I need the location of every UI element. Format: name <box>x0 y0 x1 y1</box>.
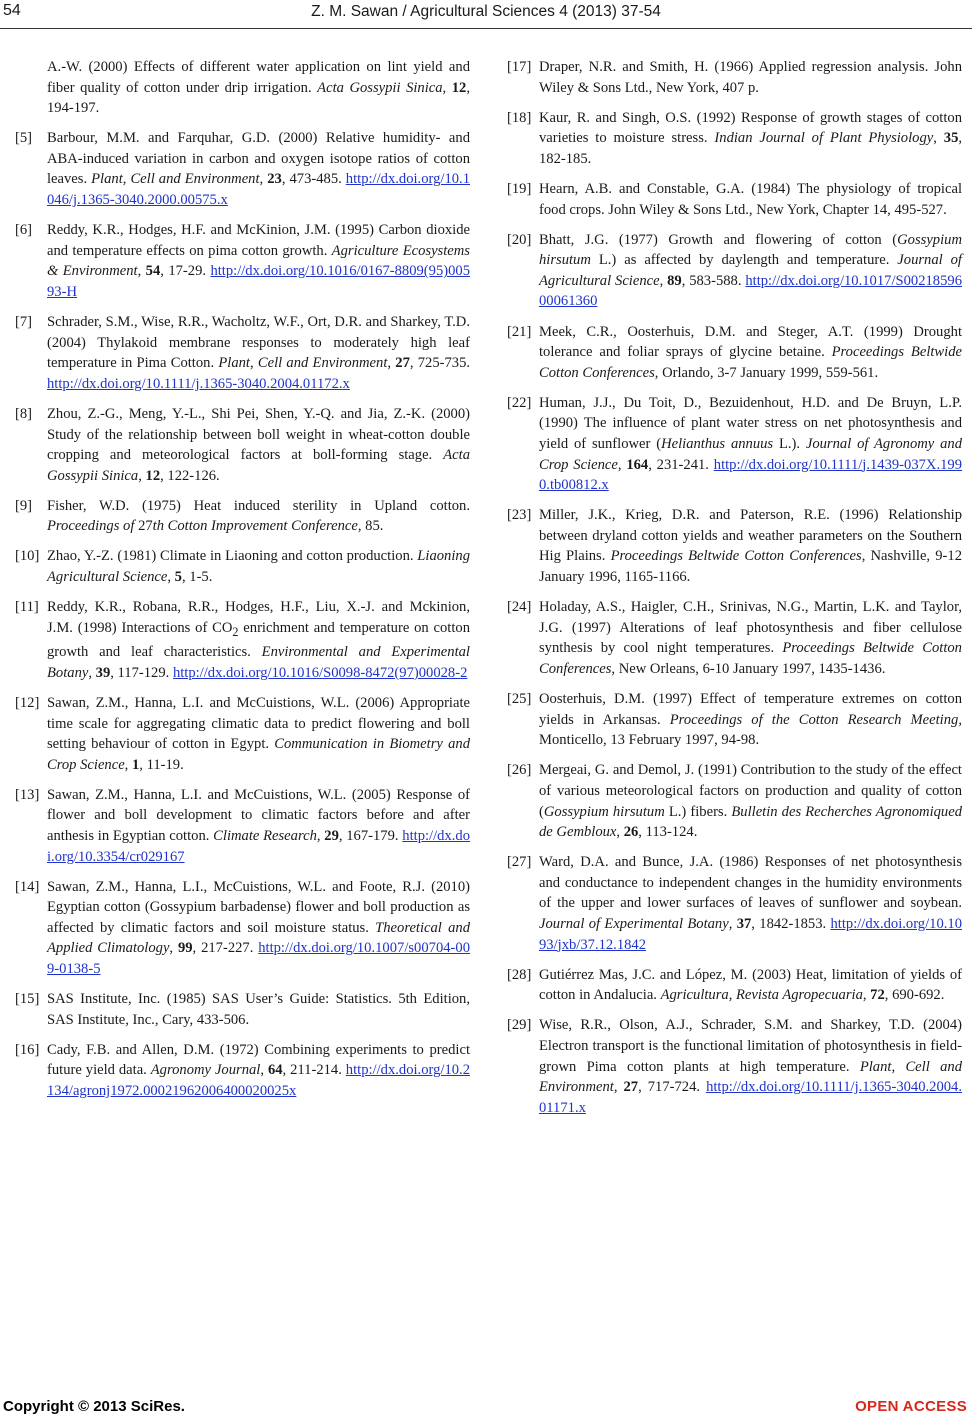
reference-fragment: Bhatt, J.G. (1977) Growth and flowering of cotton ( <box>539 231 898 248</box>
reference-entry <box>15 496 470 537</box>
italic-text: Climate Research <box>213 828 317 844</box>
reference-number: [29] <box>507 1017 532 1034</box>
reference-fragment: A.-W. (2000) Effects of different water application on lint yield and fiber quality of cotton under drip irrigation. <box>47 59 470 96</box>
reference-fragment: , <box>613 1079 624 1096</box>
reference-fragment: 27 <box>138 518 153 535</box>
reference-entry <box>15 220 470 302</box>
reference-fragment: , 690-692. <box>884 987 945 1004</box>
reference-entry <box>507 57 962 98</box>
reference-fragment: , <box>316 828 325 844</box>
reference-fragment: Sawan, Z.M., Hanna, L.I., McCuistions, W.L. and Foote, R.J. (2010) Egyptian cotton (Gossypium barbadense) flower and boll production as affected by climatic factors and soil moisture status. <box>47 878 470 936</box>
reference-text <box>47 312 470 394</box>
volume-number: 54 <box>145 263 161 280</box>
reference-fragment: , <box>933 130 944 147</box>
reference-entry <box>15 877 470 980</box>
reference-entry <box>507 689 962 751</box>
reference-fragment: , 85. <box>357 518 384 535</box>
reference-number: [11] <box>15 599 39 616</box>
volume-number: 72 <box>870 987 885 1004</box>
reference-text <box>539 57 962 98</box>
reference-text <box>539 1015 962 1118</box>
reference-fragment: , 167-179. <box>338 828 403 844</box>
volume-number: 1 <box>131 756 140 773</box>
reference-number: [5] <box>15 130 33 147</box>
reference-fragment: , 1842-1853. <box>751 915 831 932</box>
reference-fragment: , 17-29. <box>160 263 211 280</box>
reference-fragment: , 211-214. <box>282 1062 346 1079</box>
reference-entry <box>15 693 470 775</box>
reference-number: [9] <box>15 497 33 514</box>
italic-text: Communication in Biometry and Crop Science <box>47 736 471 773</box>
reference-entry <box>507 108 962 170</box>
reference-fragment: , 473-485. <box>281 171 346 188</box>
reference-text <box>539 108 962 170</box>
reference-number: [21] <box>507 323 532 340</box>
italic-text: Environmental and Experimental Botany <box>47 644 470 681</box>
italic-text: Theoretical and Applied Climatology <box>47 919 471 957</box>
italic-text: Agriculture Ecosystems & Environment <box>47 242 470 280</box>
subscript: 2 <box>232 624 239 639</box>
italic-text: Gossypium hirsutum <box>539 231 962 269</box>
volume-number: 39 <box>95 664 111 681</box>
reference-entry <box>15 1040 470 1102</box>
reference-text <box>47 496 470 537</box>
reference-fragment: Cady, F.B. and Allen, D.M. (1972) Combining experiments to predict future yield data. <box>47 1041 470 1079</box>
reference-number: [10] <box>15 548 40 565</box>
italic-text: Journal of Agronomy and Crop Science <box>539 436 962 473</box>
reference-entry <box>15 312 470 394</box>
reference-fragment: , 583-588. <box>681 272 746 289</box>
reference-fragment: , <box>862 987 871 1004</box>
reference-fragment: SAS Institute, Inc. (1985) SAS User’s Guide: Statistics. 5th Edition, SAS Institute, Inc., Cary, 433-506. <box>47 991 470 1028</box>
reference-text <box>539 322 962 384</box>
reference-entry <box>507 505 962 587</box>
reference-fragment: , 113-124. <box>638 824 698 841</box>
volume-number: 99 <box>177 940 193 957</box>
reference-fragment: , <box>260 1062 268 1079</box>
reference-number: [7] <box>15 314 33 331</box>
reference-fragment: L.) as affected by daylength and temperature. <box>590 252 898 269</box>
reference-number: [13] <box>15 786 40 803</box>
italic-text: Cell and Environment <box>539 1058 962 1096</box>
reference-text <box>47 785 470 867</box>
reference-fragment: enrichment and temperature on cotton growth and leaf characteristics. <box>47 619 470 661</box>
reference-number: [6] <box>15 222 33 239</box>
volume-number: 12 <box>451 79 467 96</box>
reference-entry <box>15 404 470 486</box>
volume-number: 89 <box>667 272 682 289</box>
open-access-label: OPEN ACCESS <box>855 1398 967 1415</box>
reference-entry <box>507 965 962 1006</box>
reference-text <box>539 179 962 220</box>
page-number: 54 <box>3 2 21 19</box>
reference-number: [12] <box>15 694 40 711</box>
italic-text: Revista Agropecuaria <box>736 987 863 1004</box>
reference-number: [20] <box>507 231 532 248</box>
italic-text: Proceedings of <box>47 518 139 535</box>
reference-fragment: , Monticello, 13 February 1997, 94-98. <box>539 711 962 749</box>
italic-text: Cell and Environment <box>130 171 260 188</box>
italic-text: Gossypium hirsutum <box>543 803 665 820</box>
reference-fragment: Ward, D.A. and Bunce, J.A. (1986) Responses of net photosynthesis and conductance to independent changes in the humidity environments of the upper and lower surfaces of leaves of sunflower and soybean. <box>539 854 962 912</box>
page-header <box>0 0 972 30</box>
reference-fragment: Zhao, Y.-Z. (1981) Climate in Liaoning and cotton production. <box>47 548 418 565</box>
reference-fragment: L.) fibers. <box>664 803 732 820</box>
reference-fragment: , 231-241. <box>648 456 714 473</box>
doi-link[interactable]: http://dx.doi.org/10.1046/j.1365-3040.2000.00575.x <box>47 171 470 209</box>
reference-text <box>47 597 470 683</box>
reference-fragment: , <box>169 940 178 957</box>
reference-fragment: , <box>88 664 96 681</box>
reference-fragment: Kaur, R. and Singh, O.S. (1992) Response of growth stages of cotton varieties to moisture stress. <box>539 109 962 147</box>
italic-text: Cell and Environment <box>257 355 388 372</box>
reference-text <box>47 128 470 210</box>
reference-number: [15] <box>15 991 40 1008</box>
reference-fragment: Barbour, M.M. and Farquhar, G.D. (2000) Relative humidity- and ABA-induced variation in carbon and oxygen isotope ratios of cotton leaves. <box>47 130 470 188</box>
reference-entry <box>507 597 962 679</box>
references-right-column <box>507 57 962 1128</box>
reference-text <box>47 1040 470 1102</box>
reference-entry <box>507 179 962 220</box>
running-head: Z. M. Sawan / Agricultural Sciences 4 (2013) 37-54 <box>311 3 661 20</box>
volume-number: 37 <box>736 915 752 932</box>
reference-fragment: , <box>122 171 131 188</box>
reference-text <box>539 393 962 496</box>
reference-fragment: Fisher, W.D. (1975) Heat induced sterility in Upland cotton. <box>47 497 470 514</box>
reference-fragment: , 117-129. <box>110 664 173 681</box>
reference-text <box>47 877 470 980</box>
italic-text: Proceedings Beltwide Cotton Conferences <box>610 548 862 565</box>
reference-fragment: , <box>442 79 452 96</box>
reference-fragment: , <box>167 569 175 586</box>
reference-fragment: , <box>249 355 258 372</box>
reference-text <box>47 546 470 587</box>
doi-link[interactable]: http://dx.doi.org/10.1016/S0098-8472(97)00028-2 <box>172 664 468 681</box>
reference-fragment: , <box>124 756 132 773</box>
italic-text: Liaoning Agricultural Science <box>47 548 470 586</box>
volume-number: 164 <box>626 456 649 473</box>
reference-fragment: , <box>659 272 668 289</box>
doi-link[interactable]: http://dx.doi.org/10.1017/S0021859600061360 <box>539 272 962 310</box>
page-footer <box>0 1398 972 1418</box>
reference-number: [26] <box>507 762 532 779</box>
reference-number: [25] <box>507 691 532 708</box>
reference-fragment: , <box>616 824 624 841</box>
reference-fragment: Human, J.J., Du Toit, D., Bezuidenhout, H.D. and De Bruyn, L.P. (1990) The influence of plant water stress on net photosynthesis and yield of sunflower ( <box>539 394 962 452</box>
reference-text <box>539 965 962 1006</box>
reference-fragment: Gutiérrez Mas, J.C. and López, M. (2003) Heat, limitation of yields of cotton in Andalucia. <box>539 966 962 1004</box>
reference-fragment: Sawan, Z.M., Hanna, L.I. and McCuistions, W.L. (2006) Appropriate time scale for aggregating climatic data to predict flowering and boll setting behaviour of cotton in Egypt. <box>47 694 470 753</box>
reference-number: [16] <box>15 1041 40 1058</box>
reference-entry <box>15 597 470 683</box>
reference-number: [17] <box>507 59 532 75</box>
reference-entry <box>15 546 470 587</box>
reference-entry <box>15 785 470 867</box>
reference-fragment: , <box>259 171 268 188</box>
reference-fragment: , <box>138 467 146 484</box>
italic-text: Journal of Agricultural Science <box>539 252 962 289</box>
reference-fragment: , 11-19. <box>139 756 184 773</box>
reference-fragment: , <box>728 987 736 1004</box>
reference-fragment: Meek, C.R., Oosterhuis, D.M. and Steger, A.T. (1999) Drought tolerance and foliar sprays of glycine betaine. <box>539 323 962 361</box>
reference-entry <box>507 322 962 384</box>
volume-number: 27 <box>623 1079 639 1096</box>
italic-text: Acta Gossypii Sinica <box>317 79 443 96</box>
reference-fragment: , 1-5. <box>181 569 213 586</box>
reference-number: [27] <box>507 854 532 871</box>
volume-number: 12 <box>145 467 161 484</box>
reference-fragment: L.). <box>773 436 806 452</box>
volume-number: 29 <box>324 828 339 844</box>
reference-text <box>539 760 962 842</box>
reference-fragment: , <box>137 263 146 280</box>
reference-number: [8] <box>15 405 33 422</box>
italic-text: Journal of Experimental Botany <box>539 915 729 932</box>
italic-text: Proceedings of the Cotton Research Meeting <box>669 711 959 728</box>
doi-link[interactable]: http://dx.doi.org/10.1111/j.1439-037X.1990.tb00812.x <box>539 456 963 494</box>
reference-fragment: , <box>891 1058 906 1075</box>
italic-text: Acta Gossypii Sinica <box>47 447 470 484</box>
reference-fragment: Holaday, A.S., Haigler, C.H., Srinivas, N.G., Martin, L.K. and Taylor, J.G. (1997) Alterations of leaf photosynthesis and fiber cellulose synthesis by cool night temperatures. <box>539 599 962 657</box>
reference-text <box>47 57 470 119</box>
reference-entry <box>507 760 962 842</box>
italic-text: Helianthus annuus <box>661 436 774 452</box>
header-rule <box>0 28 972 29</box>
reference-number: [14] <box>15 878 40 895</box>
reference-fragment: , Nashville, 9-12 January 1996, 1165-1166. <box>539 548 963 586</box>
reference-text <box>539 597 962 679</box>
reference-fragment: , <box>387 355 396 372</box>
doi-link[interactable]: http://dx.doi.org/10.1016/0167-8809(95)00593-H <box>47 263 471 300</box>
reference-fragment: Reddy, K.R., Robana, R.R., Hodges, H.F., Liu, X.-J. and Mckinion, J.M. (1998) Interactions of CO <box>47 599 470 636</box>
reference-entry <box>507 393 962 496</box>
volume-number: 26 <box>623 824 639 841</box>
reference-fragment: , 717-724. <box>638 1079 707 1096</box>
reference-fragment: , 725-735. <box>409 355 471 372</box>
reference-fragment: , 122-126. <box>160 467 220 484</box>
reference-fragment: Mergeai, G. and Demol, J. (1991) Contribution to the study of the effect of various meteorological factors on production and quality of cotton ( <box>539 762 962 820</box>
reference-entry <box>507 1015 962 1118</box>
reference-text <box>539 230 962 312</box>
reference-fragment: , New Orleans, 6-10 January 1997, 1435-1436. <box>611 660 886 677</box>
doi-link[interactable]: http://dx.doi.org/10.1111/j.1365-3040.2004.01172.x <box>47 375 350 392</box>
reference-number: [22] <box>507 394 532 411</box>
volume-number: 27 <box>395 355 410 372</box>
reference-entry <box>15 57 470 119</box>
reference-fragment: Wise, R.R., Olson, A.J., Schrader, S.M. and Sharkey, T.D. (2004) Electron transport is the functional limitation of photosynthesis in field-grown Pima cotton plants at high temperature. <box>539 1017 962 1075</box>
reference-fragment: Oosterhuis, D.M. (1997) Effect of temperature extremes on cotton yields in Arkansas. <box>539 691 962 728</box>
reference-fragment: , 194-197. <box>47 79 470 117</box>
reference-text <box>539 505 962 587</box>
reference-text <box>539 689 962 751</box>
doi-link[interactable]: http://dx.doi.org/10.2134/agronj1972.00021962006400020025x <box>47 1062 470 1100</box>
reference-text <box>47 989 470 1030</box>
reference-number: [28] <box>507 966 532 983</box>
italic-text: th Cotton Improvement Conference <box>152 518 358 535</box>
reference-fragment: , <box>728 915 737 932</box>
reference-entry <box>15 989 470 1030</box>
reference-entry <box>15 128 470 210</box>
italic-text: Proceedings Beltwide Cotton Conferences <box>539 640 962 677</box>
reference-fragment: , <box>617 456 627 473</box>
italic-text: Agricultura <box>660 987 729 1004</box>
reference-text <box>539 852 962 955</box>
doi-link[interactable]: http://dx.doi.org/10.3354/cr029167 <box>47 828 470 865</box>
italic-text: Plant <box>218 355 250 372</box>
doi-link[interactable]: http://dx.doi.org/10.1093/jxb/37.12.1842 <box>539 915 962 953</box>
reference-fragment: Hearn, A.B. and Constable, G.A. (1984) The physiology of tropical food crops. John Wiley & Sons Ltd., New York, Chapter 14, 495-527. <box>539 180 962 218</box>
reference-fragment: , 182-185. <box>539 130 963 167</box>
reference-fragment: Miller, J.K., Krieg, D.R. and Paterson, R.E. (1996) Relationship between dryland cotton yields and weather parameters on the Southern Hig Plains. <box>539 507 962 565</box>
italic-text: Agronomy Journal <box>150 1062 261 1079</box>
reference-number: [23] <box>507 507 532 524</box>
reference-fragment: , Orlando, 3-7 January 1999, 559-561. <box>654 364 879 381</box>
italic-text: Plant <box>859 1058 892 1075</box>
doi-link[interactable]: http://dx.doi.org/10.1111/j.1365-3040.2004.01171.x <box>539 1079 962 1116</box>
reference-number: [19] <box>507 180 532 197</box>
reference-number: [18] <box>507 109 532 126</box>
reference-number: [24] <box>507 599 532 616</box>
reference-text <box>47 220 470 302</box>
italic-text: Proceedings Beltwide Cotton Conferences <box>539 344 962 381</box>
copyright-notice: Copyright © 2013 SciRes. <box>3 1398 185 1415</box>
doi-link[interactable]: http://dx.doi.org/10.1007/s00704-009-0138-5 <box>47 940 470 978</box>
reference-entry <box>507 852 962 955</box>
volume-number: 23 <box>267 171 282 188</box>
reference-fragment: Draper, N.R. and Smith, H. (1966) Applied regression analysis. John Wiley & Sons Ltd., New York, 407 p. <box>539 59 962 96</box>
volume-number: 5 <box>174 569 182 586</box>
reference-fragment: Zhou, Z.-G., Meng, Y.-L., Shi Pei, Shen, Y.-Q. and Jia, Z.-K. (2000) Study of the relationship between boll weight in wheat-cotton double cropping and meteorological factors at boll-forming stage. <box>47 405 470 464</box>
volume-number: 35 <box>943 130 959 147</box>
reference-entry <box>507 230 962 312</box>
reference-text <box>47 693 470 775</box>
reference-text <box>47 404 470 486</box>
references-left-column <box>15 57 470 1111</box>
italic-text: Bulletin des Recherches Agronomiqued de Gembloux <box>539 803 963 841</box>
reference-fragment: Reddy, K.R., Hodges, H.F. and McKinion, J.M. (1995) Carbon dioxide and temperature effects on pima cotton growth. <box>47 222 470 259</box>
reference-fragment: Sawan, Z.M., Hanna, L.I. and McCuistions, W.L. (2005) Response of flower and boll development to climatic factors before and after anthesis in Egyptian cotton. <box>47 786 470 844</box>
volume-number: 64 <box>267 1062 283 1079</box>
italic-text: Plant <box>91 171 123 188</box>
reference-fragment: Schrader, S.M., Wise, R.R., Wacholtz, W.F., Ort, D.R. and Sharkey, T.D. (2004) Thylakoid membrane responses to moderately high leaf temperature in Pima Cotton. <box>47 314 470 372</box>
italic-text: Indian Journal of Plant Physiology <box>714 130 934 147</box>
reference-fragment: , 217-227. <box>192 940 259 957</box>
